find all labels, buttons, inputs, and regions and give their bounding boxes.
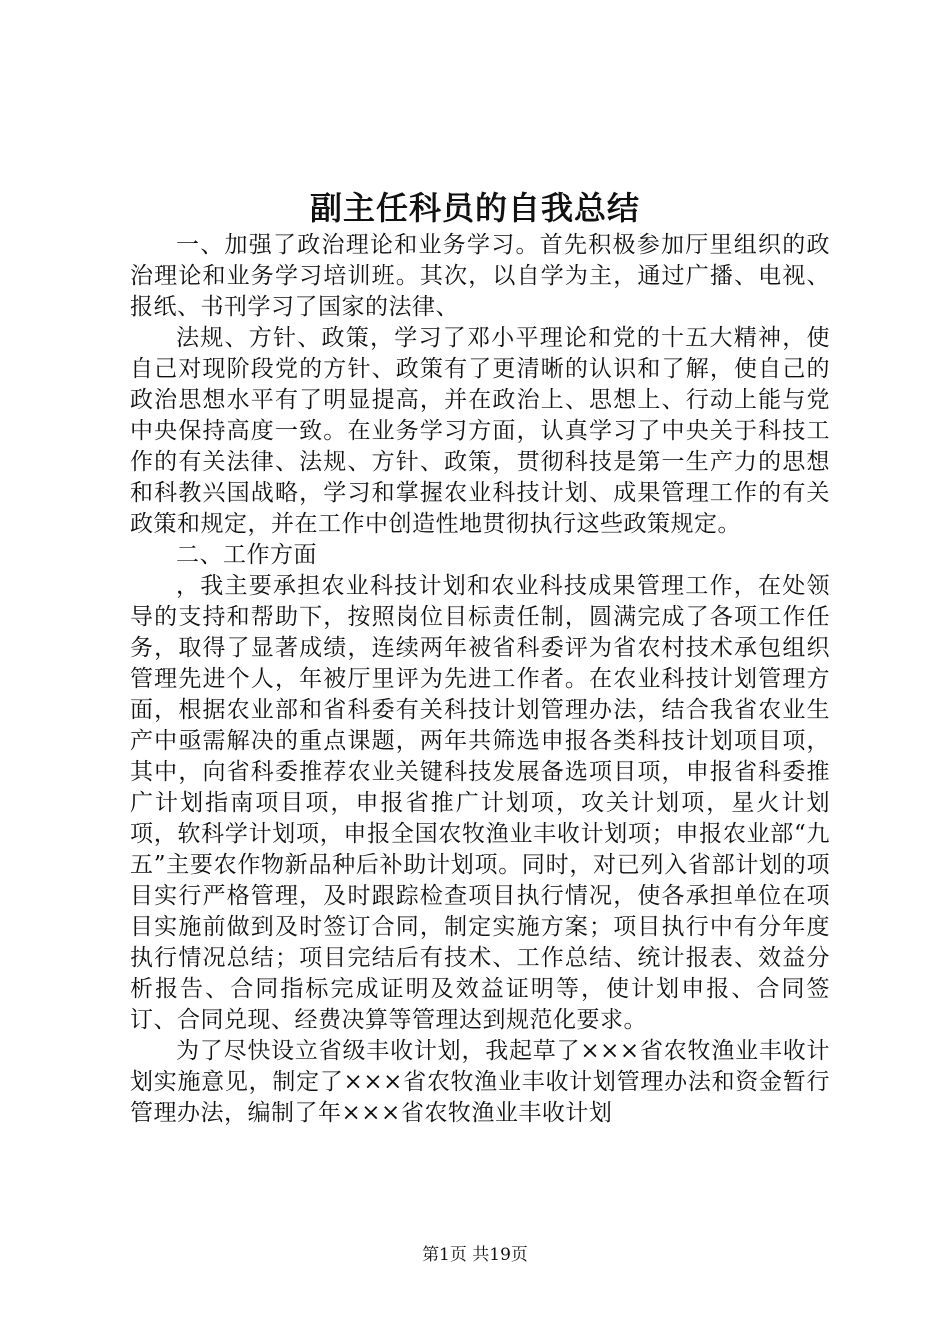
paragraph-2: 法规、方针、政策，学习了邓小平理论和党的十五大精神，使自己对现阶段党的方针、政策有了更清晰的认识和了解，使自己的政治思想水平有了明显提高，并在政治上、思想上、行动上能与党中央保持高度一致。在业务学习方面，认真学习了中央关于科技工作的有关法律、法规、方针、政策，贯彻科技是第一生产力的思想和科教兴国战略，学习和掌握农业科技计划、成果管理工作的有关政策和规定，并在工作中创造性地贯彻执行这些政策规定。: [130, 325, 830, 537]
paragraph-5: 为了尽快设立省级丰收计划，我起草了×××省农牧渔业丰收计划实施意见，制定了×××省农牧渔业丰收计划管理办法和资金暂行管理办法，编制了年×××省农牧渔业丰收计划: [130, 1038, 830, 1126]
document-body: [130, 230, 830, 1129]
paragraph-1: 一、加强了政治理论和业务学习。首先积极参加厅里组织的政治理论和业务学习培训班。其次，以自学为主，通过广播、电视、报纸、书刊学习了国家的法律、: [130, 232, 830, 320]
page-number-footer: 第1页 共19页: [422, 1245, 528, 1265]
paragraph-4: ，我主要承担农业科技计划和农业科技成果管理工作，在处领导的支持和帮助下，按照岗位目标责任制，圆满完成了各项工作任务，取得了显著成绩，连续两年被省科委评为省农村技术承包组织管理先进个人，年被厅里评为先进工作者。在农业科技计划管理方面，根据农业部和省科委有关科技计划管理办法，结合我省农业生产中亟需解决的重点课题，两年共筛选申报各类科技计划项目项，其中，向省科委推荐农业关键科技发展备选项目项，申报省科委推广计划指南项目项，申报省推广计划项，攻关计划项，星火计划项，软科学计划项，申报全国农牧渔业丰收计划项；申报农业部“九五”主要农作物新品种后补助计划项。同时，对已列入省部计划的项目实行严格管理，及时跟踪检查项目执行情况，使各承担单位在项目实施前做到及时签订合同，制定实施方案；项目执行中有分年度执行情况总结；项目完结后有技术、工作总结、统计报表、效益分析报告、合同指标完成证明及效益证明等，使计划申报、合同签订、合同兑现、经费决算等管理达到规范化要求。: [130, 573, 830, 1033]
document-title: 副主任科员的自我总结: [309, 189, 640, 227]
paragraph-3-heading: 二、工作方面: [176, 542, 317, 568]
